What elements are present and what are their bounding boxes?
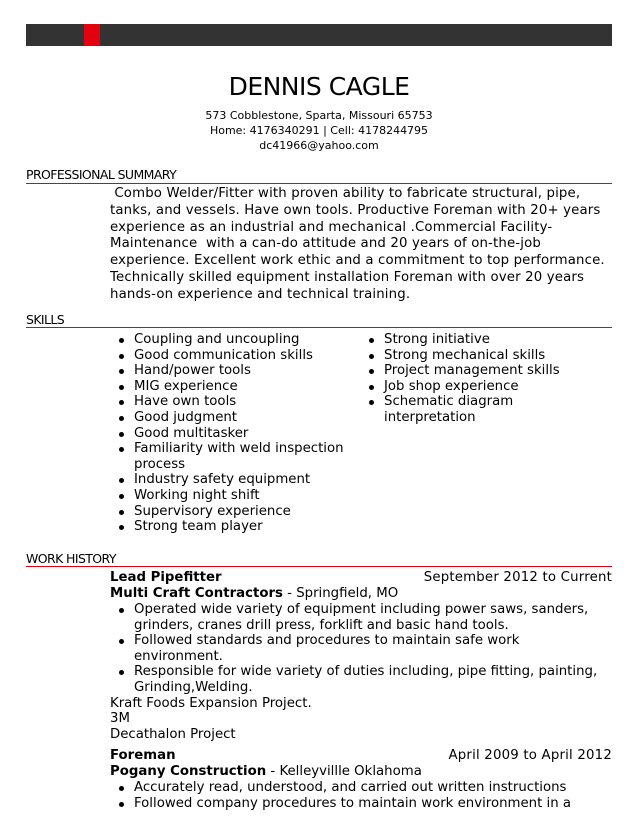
bullet-icon (119, 608, 124, 613)
bullet-icon (119, 385, 124, 390)
bullet-icon (119, 369, 124, 374)
list-item: MIG experience (110, 379, 360, 395)
summary-line: Technically skilled equipment installation Foreman with over 20 years (110, 269, 585, 285)
list-item: Responsible for wide variety of duties including, pipe fitting, painting, (110, 664, 615, 680)
bullet-icon (119, 416, 124, 421)
list-item: Industry safety equipment (110, 472, 360, 488)
phone-numbers: Home: 4176340291 | Cell: 4178244795 (209, 124, 429, 137)
bullet-icon (369, 385, 374, 390)
bullet-icon (119, 510, 124, 515)
company-location: - Kelleyvillle Oklahoma (266, 764, 422, 779)
list-item: Followed company procedures to maintain work environment in a (110, 796, 615, 812)
list-item: Schematic diagram (360, 394, 610, 410)
job-note: 3M (110, 711, 130, 726)
bullet-icon (119, 525, 124, 530)
summary-line: experience as an industrial and mechanical .Commercial Facility- (110, 219, 553, 235)
candidate-name: DENNIS CAGLE (228, 72, 410, 101)
job-duties-list (110, 602, 615, 696)
header-accent-block (84, 24, 100, 46)
job-title: Foreman (110, 748, 176, 763)
list-item: Good communication skills (110, 348, 360, 364)
bullet-icon (369, 369, 374, 374)
bullet-icon (119, 639, 124, 644)
company-name: Multi Craft Contractors (110, 586, 283, 601)
list-item: Strong initiative (360, 332, 610, 348)
job-company-line (110, 586, 398, 601)
job-dates: April 2009 to April 2012 (448, 748, 612, 763)
list-item-continuation: interpretation (384, 409, 476, 425)
skills-list-left (110, 332, 360, 535)
section-divider (26, 327, 612, 328)
summary-line: tanks, and vessels. Have own tools. Productive Foreman with 20+ years (110, 202, 601, 218)
section-divider (26, 183, 612, 184)
email: dc41966@yahoo.com (259, 139, 379, 152)
bullet-icon (119, 670, 124, 675)
list-item-continuation: environment. (134, 648, 223, 664)
list-item: Accurately read, understood, and carried out written instructions (110, 780, 615, 796)
list-item: Good judgment (110, 410, 360, 426)
list-item: Good multitasker (110, 426, 360, 442)
bullet-icon (119, 478, 124, 483)
list-item: Working night shift (110, 488, 360, 504)
list-item-continuation: grinders, cranes drill press, forklift and basic hand tools. (134, 617, 509, 633)
bullet-icon (119, 447, 124, 452)
job-note: Decathalon Project (110, 727, 236, 742)
summary-paragraph (110, 186, 610, 304)
bullet-icon (119, 400, 124, 405)
job-dates: September 2012 to Current (423, 570, 612, 585)
bullet-icon (369, 338, 374, 343)
section-title-skills: SKILLS (26, 312, 65, 327)
job-note: Kraft Foods Expansion Project. (110, 696, 312, 711)
list-item: Job shop experience (360, 379, 610, 395)
summary-line: Combo Welder/Fitter with proven ability to fabricate structural, pipe, (110, 186, 581, 201)
list-item: Project management skills (360, 363, 610, 379)
summary-line: experience. Excellent work ethic and a commitment to top performance. (110, 253, 605, 269)
list-item-continuation: process (134, 456, 186, 472)
company-location: - Springfield, MO (282, 586, 399, 601)
list-item: Operated wide variety of equipment including power saws, sanders, (110, 602, 615, 618)
list-item: Have own tools (110, 394, 360, 410)
bullet-icon (369, 354, 374, 359)
header-bar (26, 24, 612, 46)
section-title-work-history: WORK HISTORY (26, 551, 116, 566)
bullet-icon (119, 432, 124, 437)
company-name: Pogany Construction (110, 764, 267, 779)
list-item: Strong team player (110, 519, 360, 535)
summary-line: hands-on experience and technical training. (110, 286, 411, 302)
bullet-icon (369, 400, 374, 405)
job-duties-list (110, 780, 615, 811)
list-item-continuation: Grinding,Welding. (134, 679, 253, 695)
skills-list-right (360, 332, 610, 426)
bullet-icon (119, 494, 124, 499)
section-title-summary: PROFESSIONAL SUMMARY (26, 167, 177, 182)
section-divider (26, 566, 612, 567)
list-item: Followed standards and procedures to maintain safe work (110, 633, 615, 649)
list-item: Hand/power tools (110, 363, 360, 379)
job-company-line (110, 764, 422, 779)
list-item: Strong mechanical skills (360, 348, 610, 364)
job-title: Lead Pipefitter (110, 570, 222, 585)
address: 573 Cobblestone, Sparta, Missouri 65753 (205, 109, 433, 122)
bullet-icon (119, 802, 124, 807)
bullet-icon (119, 354, 124, 359)
summary-line: Maintenance with a can-do attitude and 20 years of on-the-job (110, 236, 541, 252)
bullet-icon (119, 786, 124, 791)
list-item: Coupling and uncoupling (110, 332, 360, 348)
list-item: Supervisory experience (110, 504, 360, 520)
list-item: Familiarity with weld inspection (110, 441, 360, 457)
bullet-icon (119, 338, 124, 343)
